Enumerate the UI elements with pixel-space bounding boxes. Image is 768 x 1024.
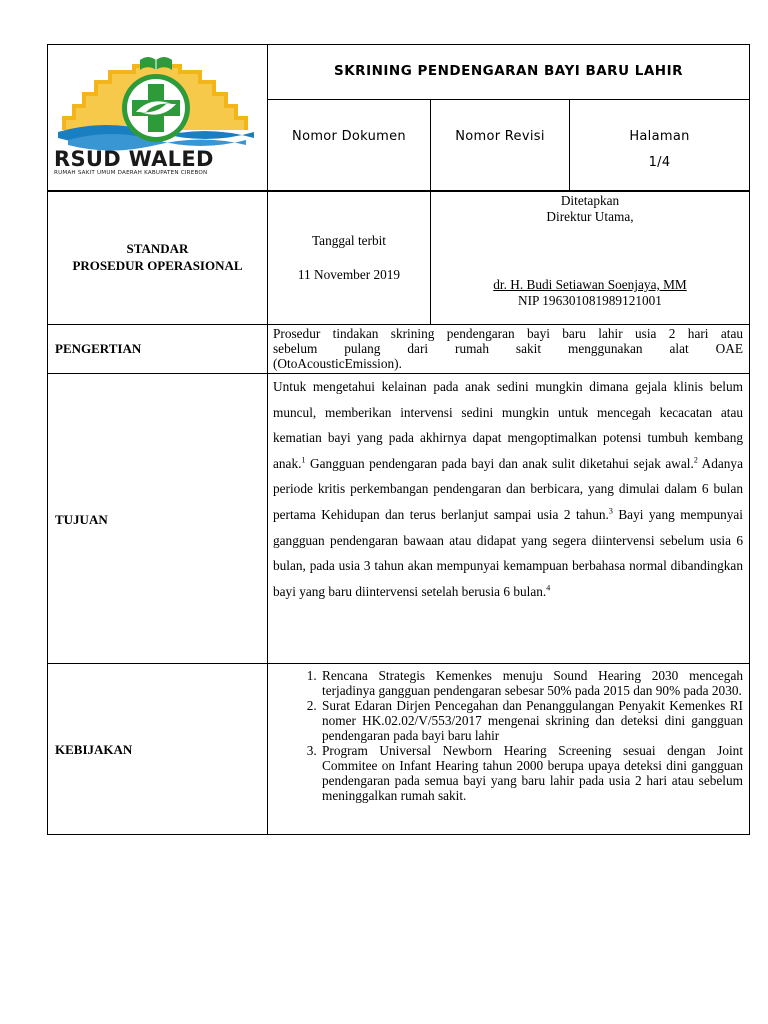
table-divider [267,99,750,100]
kebijakan-list [268,668,743,803]
pengertian-text [273,326,743,371]
footnote-ref: 3 [608,506,613,516]
halaman-label: Halaman [629,129,690,144]
nomor-dokumen-label: Nomor Dokumen [292,129,406,144]
table-border-left [47,44,48,835]
director-nip: NIP 196301081989121001 [518,293,662,308]
jabatan-text: Direktur Utama, [546,209,634,224]
tanggal-terbit-label: Tanggal terbit [311,233,387,248]
table-divider [569,99,570,191]
ditetapkan-text: Ditetapkan [560,193,620,208]
tanggal-terbit-value: 11 November 2019 [297,267,401,282]
kebijakan-list-container [268,668,743,803]
kebijakan-item: 3. Program Universal Newborn Hearing Screening sesuai dengan Joint Commitee on Infant Hearing tahun 2000 berupa upaya deteksi dini gangguan pendengaran pada semua bayi yang baru lahir pada usia 2 hari atau sebelum meninggalkan rumah sakit. [320,743,743,803]
footnote-ref: 1 [301,455,306,465]
footnote-ref: 4 [546,583,551,593]
kebijakan-item: 1. Rencana Strategis Kemenkes menuju Sound Hearing 2030 mencegah terjadinya gangguan pendengaran sebesar 50% pada 2015 dan 90% pada 2030. [320,668,743,698]
kebijakan-item: 2. Surat Edaran Dirjen Pencegahan dan Penanggulangan Penyakit Kemenkes RI nomer HK.02.02/V/553/2017 mengenai skrining dan deteksi dini gangguan pendengaran pada bayi baru lahir [320,698,743,743]
logo-name: RSUD WALED [54,147,214,171]
hospital-logo [52,46,264,188]
tujuan-text [273,374,743,604]
tujuan-segment: Gangguan pendengaran pada bayi dan anak sulit diketahui sejak awal. [305,455,694,471]
halaman-value: 1/4 [648,155,671,170]
sop-label-line2: PROSEDUR OPERASIONAL [72,258,243,273]
tujuan-segment: Adanya periode kritis perkembangan pendengaran dan berbicara, yang dimulai dalam 6 bulan pertama Kehidupan dan terus berlanjut sampai usia 2 tahun. [273,455,743,522]
footnote-ref: 2 [693,455,698,465]
tujuan-label: TUJUAN [55,512,108,527]
tujuan-segment: Bayi yang mempunyai gangguan pendengaran bawaan atau didapat yang segera diintervensi sebelum usia 6 bulan, pada usia 3 tahun akan mempunyai kemampuan berbahasa normal dibandingkan bayi yang baru diintervensi setelah berusia 6 bulan. [273,506,743,599]
table-divider [47,190,750,192]
pengertian-line: Prosedur tindakan skrining pendengaran bayi baru lahir usia 2 hari atau [273,326,743,341]
director-name [431,277,749,293]
table-divider [47,663,750,664]
table-border-right [749,44,750,835]
pengertian-line: sebelum pulang dari rumah sakit menggunakan alat OAE [273,341,743,356]
table-border-top [47,44,750,45]
pengertian-label: PENGERTIAN [55,341,142,356]
table-border-bottom [47,834,750,835]
table-divider [47,324,750,325]
kebijakan-label: KEBIJAKAN [55,742,133,757]
logo-subtitle: RUMAH SAKIT UMUM DAERAH KABUPATEN CIREBON [54,170,208,176]
director-name-text: dr. H. Budi Setiawan Soenjaya, MM [493,277,687,292]
sop-label-line1: STANDAR [126,241,189,256]
tujuan-segment: Untuk mengetahui kelainan pada anak sedini mungkin dimana gejala klinis belum muncul, memberikan intervensi sedini mungkin untuk mencegah kecacatan atau kematian bayi yang pada akhirnya dapat mengoptimalkan potensi tumbuh kembang anak. [273,379,743,471]
nomor-revisi-label: Nomor Revisi [455,129,545,144]
pengertian-line: (OtoAcousticEmission). [273,356,402,371]
document-title: SKRINING PENDENGARAN BAYI BARU LAHIR [333,63,684,79]
